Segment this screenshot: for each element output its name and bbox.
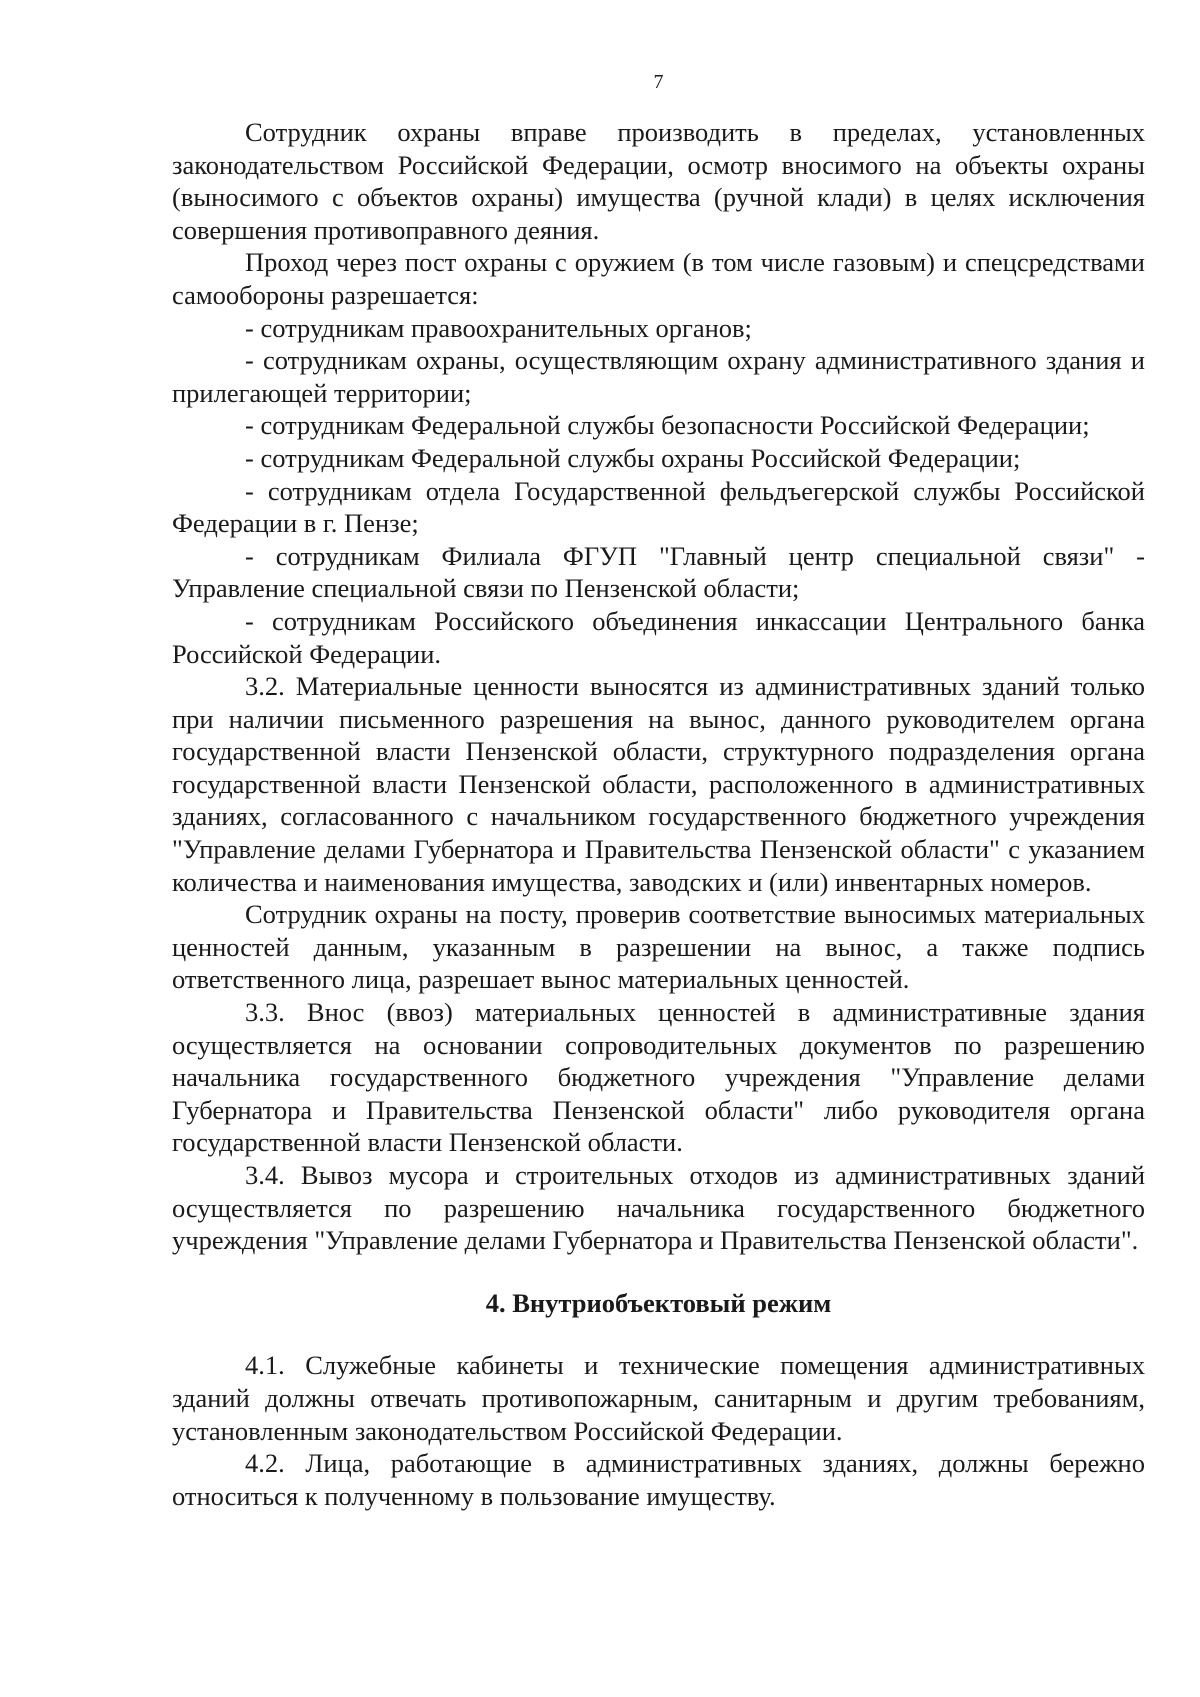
- paragraph-weapons-pass: Проход через пост охраны с оружием (в том числе газовым) и спецсредствами самообороны разрешается:: [172, 247, 1145, 310]
- list-item-cash-collection: - сотрудникам Российского объединения инкассации Центрального банка Российской Федерации.: [172, 605, 1145, 669]
- paragraph-inspection: Сотрудник охраны вправе производить в пределах, установленных законодательством Российской Федерации, осмотр вносимого на объекты охраны (выносимого с объектов охраны) имущества (ручной клади) в целях исключения совершения противоправного деяния.: [172, 117, 1145, 245]
- document-page: [172, 70, 1145, 1512]
- list-item-fsb: - сотрудникам Федеральной службы безопасности Российской Федерации;: [245, 410, 1090, 441]
- paragraph-3-3: 3.3. Внос (ввоз) материальных ценностей в административные здания осуществляется на основании сопроводительных документов по разрешению начальника государственного бюджетного учреждения "Управление делами Губернатора и Правительства Пензенской области" либо руководителя органа государственной власти Пензенской области.: [172, 997, 1145, 1158]
- list-item-courier-service: - сотрудникам отдела Государственной фельдъегерской службы Российской Федерации в г. Пензе;: [172, 475, 1145, 539]
- list-item-special-communications: - сотрудникам Филиала ФГУП "Главный центр специальной связи" - Управление специальной связи по Пензенской области;: [172, 540, 1145, 604]
- section-heading: 4. Внутриобъектовый режим: [485, 1287, 832, 1318]
- list-item-fso: - сотрудникам Федеральной службы охраны Российской Федерации;: [245, 442, 1021, 473]
- paragraph-4-1: 4.1. Служебные кабинеты и технические помещения административных зданий должны отвечать противопожарным, санитарным и другим требованиям, установленным законодательством Российской Федерации.: [172, 1350, 1145, 1446]
- list-item-security-staff: - сотрудникам охраны, осуществляющим охрану административного здания и прилегающей территории;: [172, 345, 1145, 408]
- paragraph-3-2: 3.2. Материальные ценности выносятся из административных зданий только при наличии письменного разрешения на вынос, данного руководителем органа государственной власти Пензенской области, структурного подразделения органа государственной власти Пензенской области, расположенного в административных зданиях, согласованного с начальником государственного бюджетного учреждения "Управление делами Губернатора и Правительства Пензенской области" с указанием количества и наименования имущества, заводских и (или) инвентарных номеров.: [172, 671, 1145, 897]
- paragraph-guard-check: Сотрудник охраны на посту, проверив соответствие выносимых материальных ценностей данным, указанным в разрешении на вынос, а также подпись ответственного лица, разрешает вынос материальных ценностей.: [172, 899, 1145, 995]
- page-number: 7: [653, 71, 664, 93]
- list-item-law-enforcement: - сотрудникам правоохранительных органов;: [245, 312, 752, 343]
- paragraph-3-4: 3.4. Вывоз мусора и строительных отходов из административных зданий осуществляется по разрешению начальника государственного бюджетного учреждения "Управление делами Губернатора и Правительства Пензенской области".: [172, 1160, 1145, 1256]
- paragraph-4-2: 4.2. Лица, работающие в административных зданиях, должны бережно относиться к полученному в пользование имуществу.: [172, 1448, 1145, 1511]
